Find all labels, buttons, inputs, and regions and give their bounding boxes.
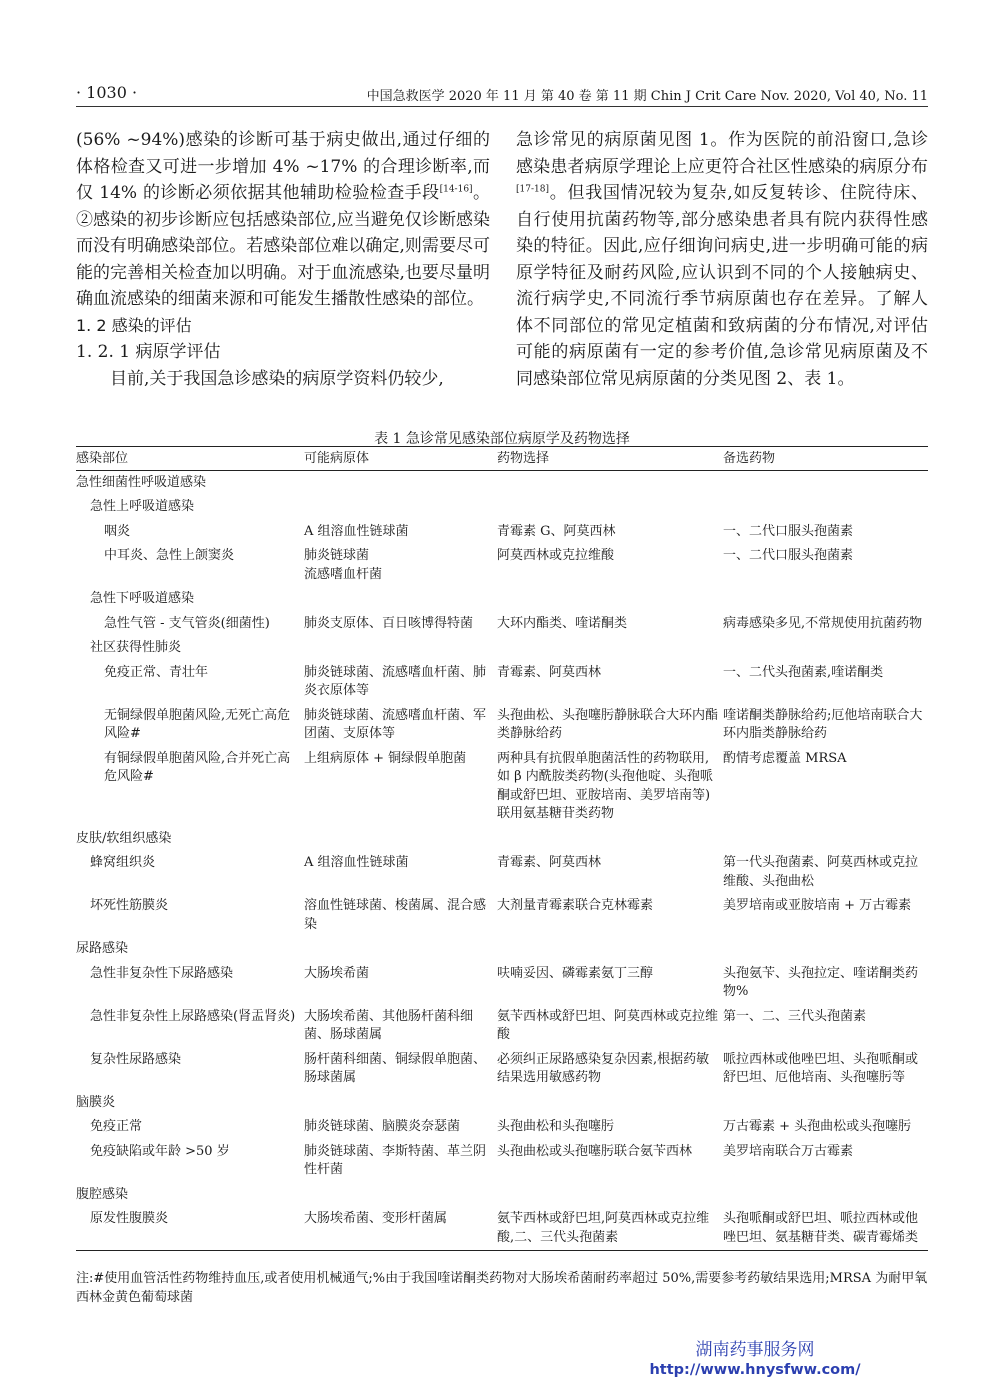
table-cell [304,1091,497,1116]
table-cell: 复杂性尿路感染 [90,1051,182,1067]
table-cell: 蜂窝组织炎 [90,855,156,870]
table-cell [497,495,723,520]
table-footnote: 注:#使用血管活性药物维持血压,或者使用机械通气;%由于我国喹诺酮类药物对大肠埃希菌耐药率超过 50%,需要参考药敏结果选用;MRSA 为耐甲氧西林金黄色葡萄球菌 [76,1271,928,1305]
table-cell [304,937,497,962]
table-cell [497,470,723,495]
table-cell: 万古霉素 + 头孢曲松或头孢噻肟 [723,1119,912,1134]
table-cell [304,470,497,495]
table-cell [723,495,928,520]
table-cell [723,1091,928,1116]
table-cell: 肺炎链球菌 流感嗜血杆菌 [304,548,383,582]
subsection-heading: 1. 2. 1 病原学评估 [76,342,221,362]
page-header [76,83,928,105]
table-row [76,704,928,747]
table-cell [723,827,928,852]
table-cell: 头孢氨苄、头孢拉定、喹诺酮类药物% [723,965,919,999]
table-header-row [76,447,928,471]
table-cell: 必须纠正尿路感染复杂因素,根据药敏结果选用敏感药物 [497,1051,710,1085]
table-row [76,1048,928,1091]
column-header: 备选药物 [723,447,928,471]
table-row [76,495,928,520]
column-header: 药物选择 [497,447,723,471]
table-cell: 原发性腹膜炎 [76,1207,304,1251]
table-row [76,544,928,587]
table-cell [723,587,928,612]
table-cell: 呋喃妥因、磷霉素氨丁三醇 [497,965,654,981]
table-cell: 青霉素、阿莫西林 [497,664,602,680]
table-cell: 无铜绿假单胞菌风险,无死亡高危风险# [104,707,291,741]
table-row [76,1140,928,1183]
table-cell: 急性非复杂性上尿路感染(肾盂肾炎) [90,1008,296,1024]
table-row [76,1183,928,1208]
table-cell: 有铜绿假单胞菌风险,合并死亡高危风险# [104,750,291,784]
table-row [76,851,928,894]
paragraph [76,127,490,313]
table-cell: 社区获得性肺炎 [90,640,182,655]
table-cell: 免疫缺陷或年龄 >50 岁 [90,1143,230,1159]
table-row [76,827,928,852]
right-column [516,127,928,392]
table-cell: 大环内酯类、喹诺酮类 [497,615,628,631]
table-cell: 青霉素、阿莫西林 [497,855,602,870]
watermark-title: 湖南药事服务网 [695,1340,815,1360]
table-cell: 肺炎支原体、百日咳博得特菌 [304,615,474,631]
table-cell [497,827,723,852]
table-cell: 一、二代口服头孢菌素 [723,523,854,539]
table-cell: 哌拉西林或他唑巴坦、头孢哌酮或舒巴坦、厄他培南、头孢噻肟等 [723,1051,919,1085]
table-cell: 急性上呼吸道感染 [90,499,195,514]
watermark-url: http://www.hnysfww.com/ [649,1362,861,1378]
table-cell: A 组溶血性链球菌 [304,523,409,539]
table-cell: 头孢哌酮或舒巴坦、哌拉西林或他唑巴坦、氨基糖苷类、碳青霉烯类 [723,1207,928,1251]
table-cell: 第一代头孢菌素、阿莫西林或克拉维酸、头孢曲松 [723,855,919,889]
table-row [76,612,928,637]
table-cell [304,827,497,852]
table-row [76,587,928,612]
table-row [76,1005,928,1048]
table-cell: 上组病原体 + 铜绿假单胞菌 [304,750,467,766]
table-row [76,520,928,545]
table-cell: 美罗培南联合万古霉素 [723,1143,854,1159]
table-cell: 头孢曲松、头孢噻肟静脉联合大环内酯类静脉给药 [497,707,719,741]
text: 。但我国情况较为复杂,如反复转诊、住院待床、自行使用抗菌药物等,部分感染患者具有院内获得性感染的特征。因此,应仔细询问病史,进一步明确可能的病原学特征及耐药风险,应认识到不同的个人接触病史、流行病学史,不同流行季节病原菌也存在差异。了解人体不同部位的常见定植菌和致病菌的分布情况,对评估可能的病原菌有一定的参考价值,急诊常见病原菌及不同感染部位常见病原菌的分类见图 2、表 1。 [516,183,928,389]
table-cell: 喹诺酮类静脉给药;厄他培南联合大环内脂类静脉给药 [723,707,923,741]
table-cell [304,1183,497,1208]
page-number: · 1030 · [76,83,138,102]
citation-ref: [14-16] [439,184,473,195]
table-cell: 肺炎链球菌、流感嗜血杆菌、军团菌、支原体等 [304,707,487,741]
table-cell [304,636,497,661]
table-cell: 大肠埃希菌、变形杆菌属 [304,1207,497,1251]
table-cell: 大剂量青霉素联合克林霉素 [497,898,654,913]
watermark [600,1335,910,1378]
citation-ref: [17-18] [516,184,549,195]
table-cell: 病毒感染多见,不常规使用抗菌药物 [723,615,923,631]
table-cell: A 组溶血性链球菌 [304,855,409,870]
table-cell: 免疫正常、青壮年 [104,664,209,680]
table-cell [723,636,928,661]
table-row [76,937,928,962]
table-cell: 坏死性筋膜炎 [90,898,169,913]
table-cell: 两种具有抗假单胞菌活性的药物联用,如 β 内酰胺类药物(头孢他啶、头孢哌酮或舒巴坦、亚胺培南、美罗培南等)联用氨基糖苷类药物 [497,750,713,821]
table-cell [497,937,723,962]
table-cell: 咽炎 [104,523,131,539]
table-cell [497,636,723,661]
table-cell: 肠杆菌科细菌、铜绿假单胞菌、肠球菌属 [304,1051,487,1085]
header-rule [76,106,928,107]
table-cell: 尿路感染 [76,941,129,956]
paragraph: 目前,关于我国急诊感染的病原学资料仍较少, [110,368,444,389]
table-cell: 酌情考虑覆盖 MRSA [723,750,847,766]
table-cell [497,1091,723,1116]
table-cell: 大肠埃希菌、其他肠杆菌科细菌、肠球菌属 [304,1008,474,1042]
table-row [76,747,928,827]
table-cell: 急性下呼吸道感染 [90,591,195,606]
table-cell [304,587,497,612]
table-cell: 头孢曲松或头孢噻肟联合氨苄西林 [497,1143,693,1159]
table-caption: 表 1 急诊常见感染部位病原学及药物选择 [374,431,630,447]
table-cell: 免疫正常 [90,1119,143,1134]
text: 急诊常见的病原菌见图 1。作为医院的前沿窗口,急诊感染患者病原学理论上应更符合社区性感染的病原分布 [516,130,928,177]
table-cell [723,937,928,962]
table-cell: 青霉素 G、阿莫西林 [497,523,616,539]
journal-citation: 中国急救医学 2020 年 11 月 第 40 卷 第 11 期 Chin J Crit Care Nov. 2020, Vol 40, No. 11 [366,89,928,104]
pathogen-drug-table [76,446,928,1251]
table-cell: 肺炎链球菌、流感嗜血杆菌、肺炎衣原体等 [304,664,487,698]
table-row [76,1115,928,1140]
table-cell [304,495,497,520]
table-cell: 一、二代头孢菌素,喹诺酮类 [723,664,884,680]
section-heading: 1. 2 感染的评估 [76,315,192,335]
text: 。②感染的初步诊断应包括感染部位,应当避免仅诊断感染而没有明确感染部位。若感染部位难以确定,则需要尽可能的完善相关检查加以明确。对于血流感染,也要尽量明确血流感染的细菌来源和可能发生播散性感染的部位。 [76,183,491,309]
table-cell: 腹腔感染 [76,1186,129,1202]
table-cell: 肺炎链球菌、李斯特菌、革兰阴性杆菌 [304,1143,487,1177]
table-cell: 肺炎链球菌、脑膜炎奈瑟菌 [304,1119,461,1134]
table-cell: 第一、二、三代头孢菌素 [723,1008,867,1024]
left-column [76,127,490,392]
table-cell [723,470,928,495]
table-cell: 氨苄西林或舒巴坦,阿莫西林或克拉维酸,二、三代头孢菌素 [497,1207,723,1251]
table-row [76,1091,928,1116]
table-cell: 皮肤/软组织感染 [76,830,172,846]
table-row [76,636,928,661]
table-cell: 中耳炎、急性上颌窦炎 [104,548,235,563]
table-cell [497,1183,723,1208]
table-cell: 阿莫西林或克拉维酸 [497,548,615,563]
table-cell: 急性气管 - 支气管炎(细菌性) [104,615,270,631]
column-header: 感染部位 [76,447,304,471]
table-cell: 氨苄西林或舒巴坦、阿莫西林或克拉维酸 [497,1008,719,1042]
paragraph [516,127,928,392]
table-cell: 美罗培南或亚胺培南 + 万古霉素 [723,898,912,913]
table-cell: 脑膜炎 [76,1094,116,1110]
table-cell: 一、二代口服头孢菌素 [723,548,854,563]
table-row [76,894,928,937]
column-header: 可能病原体 [304,447,497,471]
table-row [76,470,928,495]
table-cell: 溶血性链球菌、梭菌属、混合感染 [304,898,487,932]
table-cell [723,1183,928,1208]
table-row [76,962,928,1005]
table-row [76,1207,928,1251]
table-cell [497,587,723,612]
table-cell: 急性细菌性呼吸道感染 [76,474,207,490]
text: (56% ~94%)感染的诊断可基于病史做出,通过仔细的体格检查又可进一步增加 4% ~17% 的合理诊断率,而仅 14% 的诊断必须依据其他辅助检验检查手段 [76,130,490,203]
table-cell: 大肠埃希菌 [304,965,370,981]
table-cell: 急性非复杂性下尿路感染 [90,965,234,981]
table-cell: 头孢曲松和头孢噻肟 [497,1119,615,1134]
table-row [76,661,928,704]
